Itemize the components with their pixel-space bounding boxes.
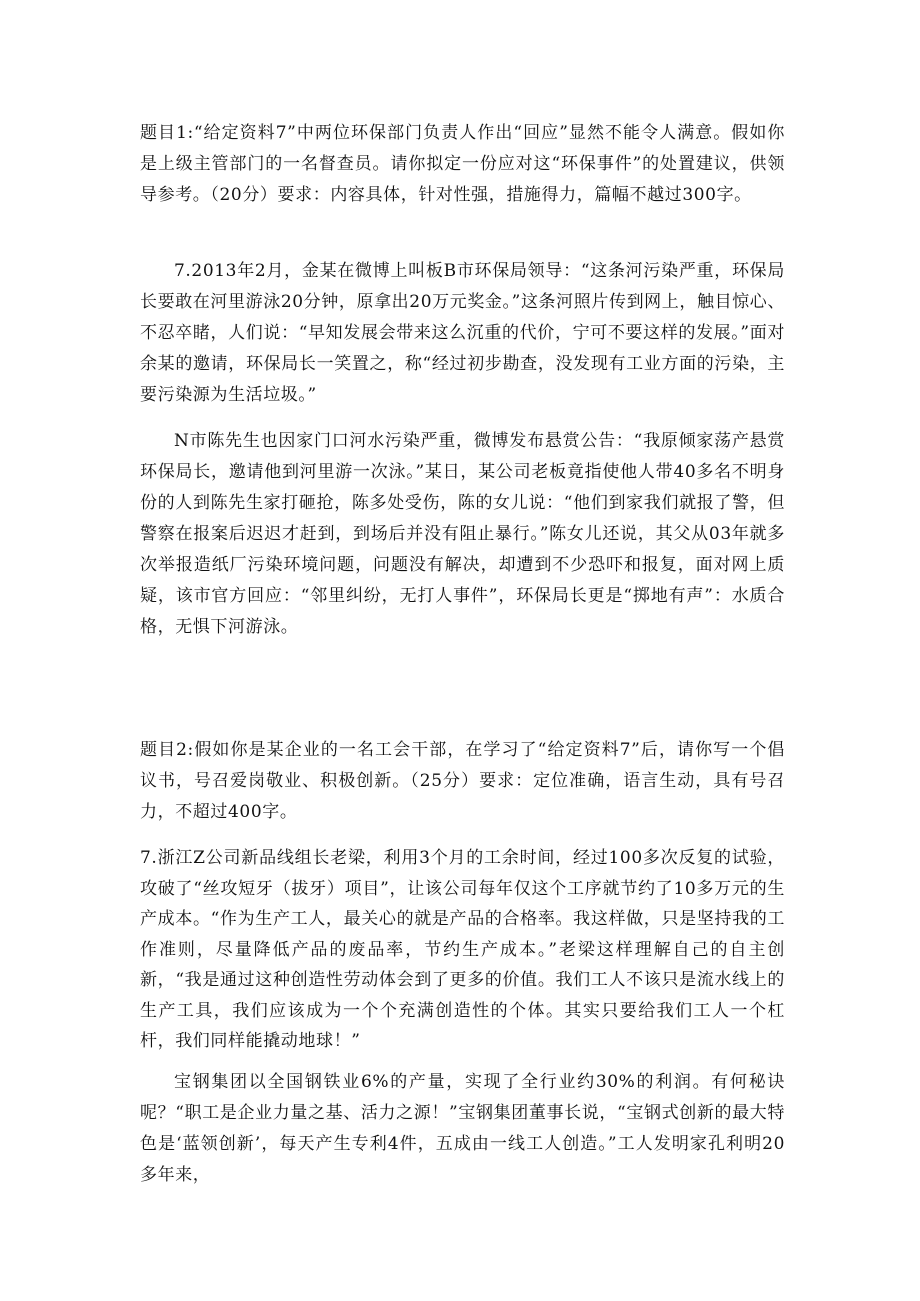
question-1: 题目1:“给定资料7”中两位环保部门负责人作出“回应”显然不能令人满意。假如你是上级主管部门的一名督查员。请你拟定一份应对这“环保事件”的处置建议，供领导参考。（20分）要求：内容具体，针对性强，措施得力，篇幅不越过300字。: [140, 123, 785, 205]
question-2: 题目2:假如你是某企业的一名工会干部，在学习了“给定资料7”后，请你写一个倡议书，号召爱岗敬业、积极创新。（25分）要求：定位准确，语言生动，具有号召力，不超过400字。: [140, 740, 785, 822]
material-7b-paragraph-1: 7.浙江Z公司新品线组长老梁，利用3个月的工余时间，经过100多次反复的试验，攻破了“丝攻短牙（拔牙）项目”，让该公司每年仅这个工序就节约了10多万元的生产成本。“作为生产工人，最关心的就是产品的合格率。我这样做，只是坚持我的工作准则，尽量降低产品的废品率，节约生产成本。”老梁这样理解自己的自主创新，“我是通过这种创造性劳动体会到了更多的价值。我们工人不该只是流水线上的生产工具，我们应该成为一个个充满创造性的个体。其实只要给我们工人一个杠杆，我们同样能撬动地球！”: [140, 848, 785, 1051]
material-7-paragraph-1: 7.2013年2月，金某在微博上叫板B市环保局领导：“这条河污染严重，环保局长要敢在河里游泳20分钟，原拿出20万元奖金。”这条河照片传到网上，触目惊心、不忍卒睹，人们说：“早知发展会带来这么沉重的代价，宁可不要这样的发展。”面对余某的邀请，环保局长一笑置之，称“经过初步勘查，没发现有工业方面的污染，主要污染源为生活垃圾。”: [140, 261, 785, 405]
material-7b-paragraph-2: 宝钢集团以全国钢铁业6%的产量，实现了全行业约30%的利润。有何秘诀呢？“职工是企业力量之基、活力之源！”宝钢集团董事长说，“宝钢式创新的最大特色是‘蓝领创新’，每天产生专利4件，五成由一线工人创造。”工人发明家孔利明20多年来，: [140, 1072, 785, 1185]
material-7-paragraph-2: N市陈先生也因家门口河水污染严重，微博发布悬赏公告：“我原倾家荡产悬赏环保局长，邀请他到河里游一次泳。”某日，某公司老板竟指使他人带40多名不明身份的人到陈先生家打砸抢，陈多处受伤，陈的女儿说：“他们到家我们就报了警，但警察在报案后迟迟才赶到，到场后并没有阻止暴行。”陈女儿还说，其父从03年就多次举报造纸厂污染环境问题，问题没有解决，却遭到不少恐吓和报复，面对网上质疑，该市官方回应：“邻里纠纷，无打人事件”，环保局长更是“掷地有声”：水质合格，无惧下河游泳。: [140, 431, 785, 637]
